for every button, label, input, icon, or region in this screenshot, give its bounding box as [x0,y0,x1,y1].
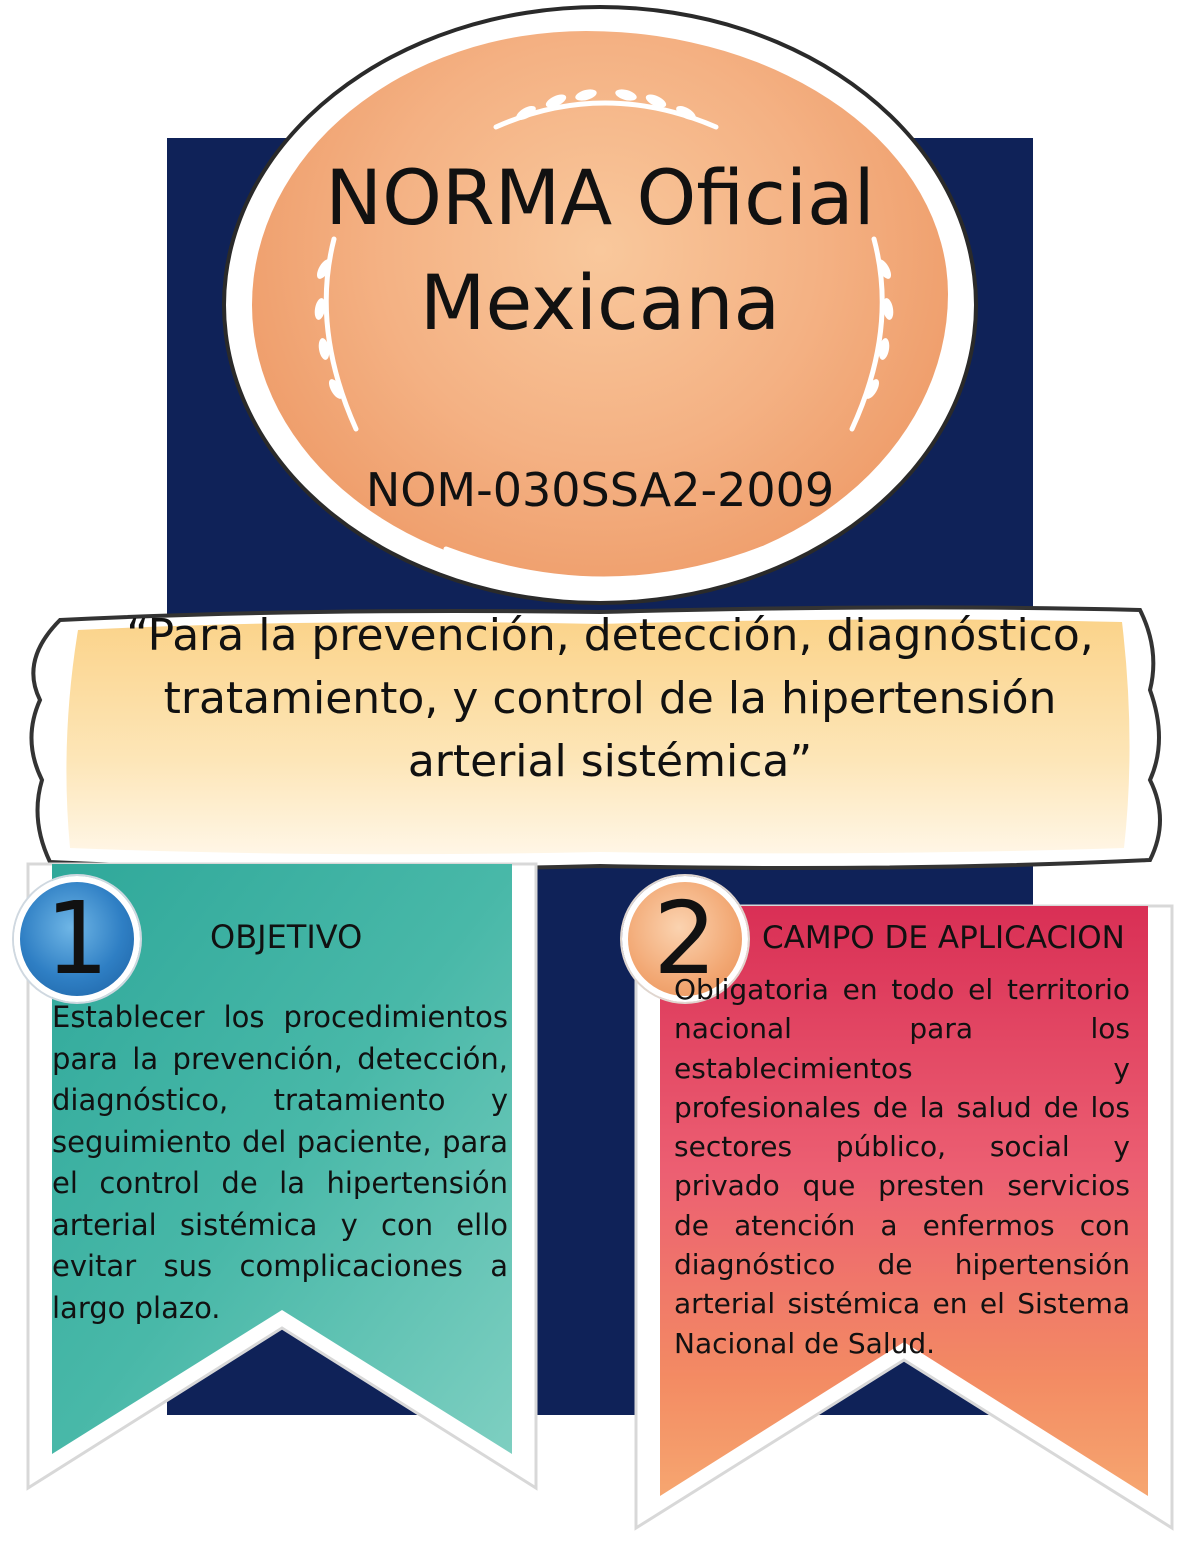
objective-text: Establecer los procedimientos para la prevención, detección, diagnóstico, tratamiento y seguimiento del paciente, para el control de la hipertensión arterial sistémica y con ello evitar sus complicaciones a largo plazo. [52,1000,508,1325]
section-number-badge-2: 2 [622,876,748,1002]
norm-code: NOM-030SSA2-2009 [365,463,835,517]
section-number-badge-1: 1 [14,876,140,1002]
scope-text: Obligatoria en todo el territorio nacional para los establecimientos y profesionales de la salud de los sectores público, social y privado que presten servicios de atención a enfermos con diagnóstico de hipertensión arterial sistémica en el Sistema Nacional de Salud. [674,973,1130,1360]
page-title-line-2: Mexicana [419,258,781,347]
subtitle-text: “Para la prevención, detección, diagnóstico, tratamiento, y control de la hipertensión arterial sistémica” [126,610,1094,787]
scope-heading: CAMPO DE APLICACION [762,920,1125,956]
page-title-line-1: NORMA Oficial [325,153,875,242]
objective-heading: OBJETIVO [210,918,363,956]
